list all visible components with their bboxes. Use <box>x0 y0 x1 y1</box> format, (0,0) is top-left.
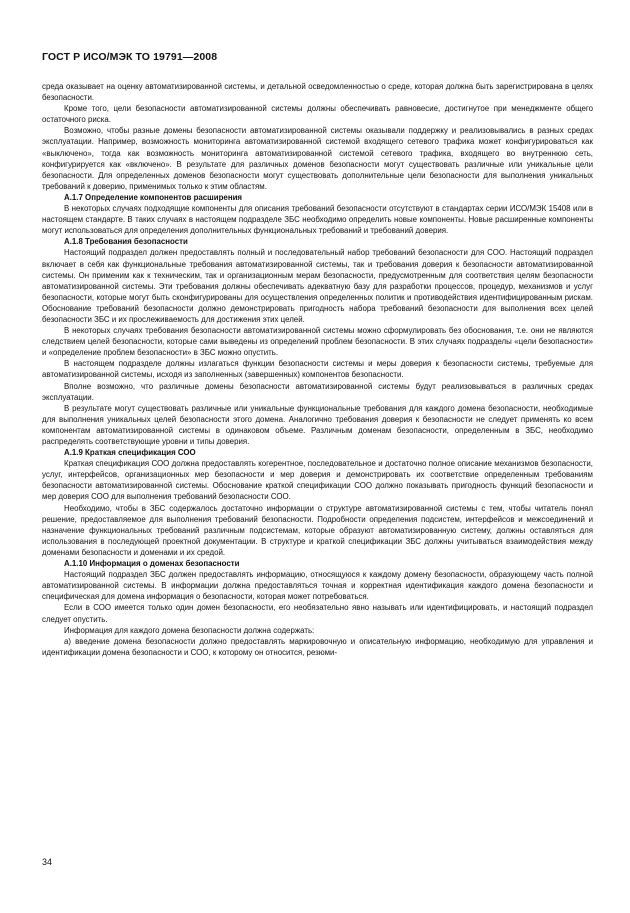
paragraph: Краткая спецификация СОО должна предоставлять когерентное, последовательное и достаточно полное описание механизмов безопасности, услуг, интерфейсов, организационных мер безопасности и мер доверия и демонстрировать их соответствие определенным требованиям безопасности автоматизированной системы. Обоснование краткой спецификации СОО должно показывать пригодность функций безопасности и мер доверия СОО для выполнения требований безопасности СОО. <box>42 459 593 502</box>
paragraph: В результате могут существовать различные или уникальные функциональные требования для каждого домена безопасности, необходимые для выполнения уникальных целей безопасности этого домена. Аналогично требования доверия к безопасности не следует применять ко всем компонентам автоматизированной системы в одинаковом объеме. Различным доменам безопасности, определенным в ЗБС, необходимо распределять соответствующие уровни и типы доверия. <box>42 403 593 446</box>
paragraph: В некоторых случаях подходящие компоненты для описания требований безопасности отсутствуют в стандартах серии ИСО/МЭК 15408 или в настоящем стандарте. В таких случаях в настоящем подразделе ЗБС необходимо определить новые компоненты. Новые расширенные компоненты могут использоваться для определения дополнительных функциональных требований и требований доверия. <box>42 204 593 236</box>
paragraph: Если в СОО имеется только один домен безопасности, его необязательно явно называть или идентифицировать, и настоящий подраздел следует опустить. <box>42 603 593 624</box>
paragraph: Настоящий подраздел должен предоставлять полный и последовательный набор требований безопасности для СОО. Настоящий подраздел включает в себя как функциональные требования автоматизированной системы, так и требования доверия к безопасности автоматизированной системы. Он применим как к техническим, так и организационным мерам безопасности, предусмотренным для соответствия целям безопасности автоматизированной системы. Эти требования должны обеспечивать адекватную базу для разработки процессов, процедур, механизмов и услуг безопасности, которые могут быть сконфигурированы для осуществления определенных политик и противодействия идентифицированным рискам. Обоснование требований безопасности должно демонстрировать пригодность набора требований безопасности для выполнения всех целей безопасности ЗБС и их прослеживаемость для достижения этих целей. <box>42 248 593 324</box>
paragraph: а) введение домена безопасности должно предоставлять маркировочную и описательную информацию, необходимую для управления и идентификации домена безопасности и СОО, к которому он относится, резюми- <box>42 636 593 657</box>
document-header: ГОСТ Р ИСО/МЭК ТО 19791—2008 <box>42 51 218 63</box>
section-heading: А.1.10 Информация о доменах безопасности <box>64 559 240 569</box>
document-body <box>42 81 593 658</box>
section-heading: А.1.9 Краткая спецификация СОО <box>64 448 196 458</box>
paragraph: Информация для каждого домена безопасности должна содержать: <box>64 625 315 635</box>
page-number: 34 <box>42 857 53 867</box>
section-heading: А.1.8 Требования безопасности <box>64 237 188 247</box>
paragraph: В настоящем подразделе должны излагаться функции безопасности системы и меры доверия к безопасности системы, требуемые для автоматизированной системы, исходя из заполненных (завершенных) компонентов безопасности. <box>42 359 593 380</box>
paragraph: среда оказывает на оценку автоматизированной системы, и детальной осведомленностью о среде, которая должна быть зарегистрирована в целях безопасности. <box>42 82 593 103</box>
paragraph: Настоящий подраздел ЗБС должен предоставлять информацию, относящуюся к каждому домену безопасности, образующему часть полной автоматизированной системы. В информации должна предоставляться точная и корректная идентификация каждого домена безопасности и специфическая для домена информация о безопасности, которая может потребоваться. <box>42 570 593 602</box>
section-heading: А.1.7 Определение компонентов расширения <box>64 192 243 202</box>
paragraph: Вполне возможно, что различные домены безопасности автоматизированной системы будут реализовываться в различных средах эксплуатации. <box>42 381 593 402</box>
paragraph: Возможно, чтобы разные домены безопасности автоматизированной системы оказывали поддержку и реализовывались в разных средах эксплуатации. Например, возможность мониторинга автоматизированной системой входящего сетевого трафика может конфигурироваться как «выключено», тогда как возможность мониторинга автоматизированной системой сетевого трафика, входящего во внутреннюю сеть, конфигурируется как «включено». В результате для различных доменов безопасности могут существовать различные или уникальные цели безопасности. Для определенных доменов безопасности могут существовать дополнительные цели безопасности для выполнения уникальных требований к доверию, применимых только к этим областям. <box>42 126 593 191</box>
paragraph: Необходимо, чтобы в ЗБС содержалось достаточно информации о структуре автоматизированной системы с тем, чтобы читатель понял решение, предоставляемое для выполнения требований безопасности. Подробности определения подсистем, интерфейсов и межсоединений и назначение функциональных требований различным подсистемам, которые образуют автоматизированную систему, должны оставляться для использования в последующей проектной документации. В структуре и краткой спецификации ЗБС должны учитываться взаимодействия между доменами безопасности и доменами и их средой. <box>42 503 593 557</box>
paragraph: Кроме того, цели безопасности автоматизированной системы должны обеспечивать равновесие, достигнутое при менеджменте общего остаточного риска. <box>42 104 593 125</box>
paragraph: В некоторых случаях требования безопасности автоматизированной системы можно сформулировать без обоснования, т.е. они не являются следствием целей безопасности, которые сами выведены из определений проблем безопасности. В этих случаях подразделы «цели безопасности» и «определение проблем безопасности» в ЗБС можно опустить. <box>42 326 593 358</box>
